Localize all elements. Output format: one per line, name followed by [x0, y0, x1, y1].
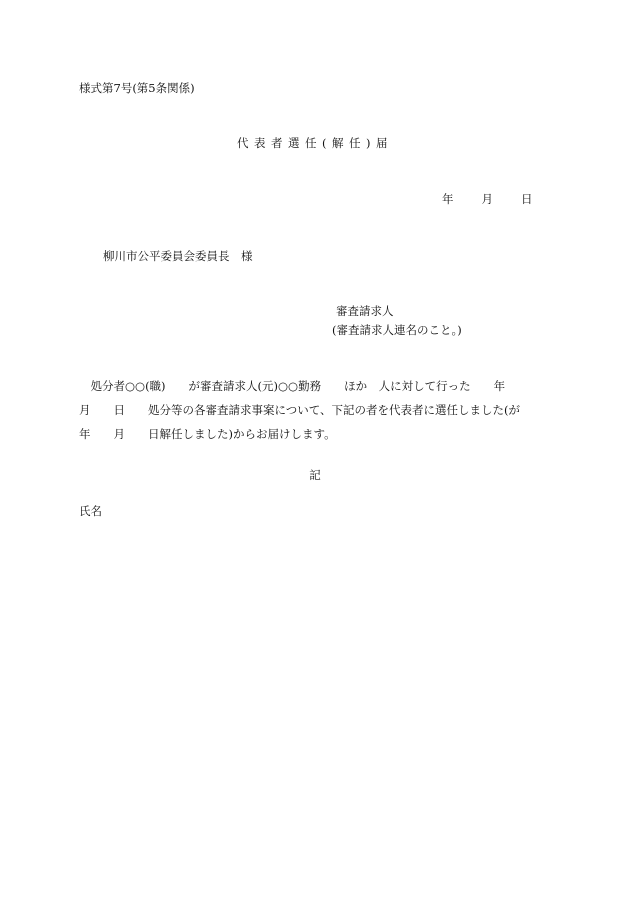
document-title: 代表者選任(解任)届 [237, 136, 393, 150]
body-line-1: 処分者○○(職) が審査請求人(元)○○勤務 ほか 人に対して行った 年 [79, 379, 506, 393]
ki-heading: 記 [309, 468, 321, 482]
requester-label: 審査請求人 [336, 304, 394, 318]
body-line-3: 年 月 日解任しました)からお届けします。 [79, 427, 336, 441]
requester-note: (審査請求人連名のこと。) [332, 323, 462, 337]
body-line-2: 月 日 処分等の各審査請求事案について、下記の者を代表者に選任しました(が [79, 403, 521, 417]
date-month: 月 [481, 192, 493, 206]
date-day: 日 [521, 192, 533, 206]
date-year: 年 [442, 192, 454, 206]
addressee: 柳川市公平委員会委員長 様 [103, 249, 253, 263]
date-line [442, 194, 533, 206]
name-label: 氏名 [79, 504, 102, 518]
form-number: 様式第7号(第5条関係) [79, 81, 195, 95]
